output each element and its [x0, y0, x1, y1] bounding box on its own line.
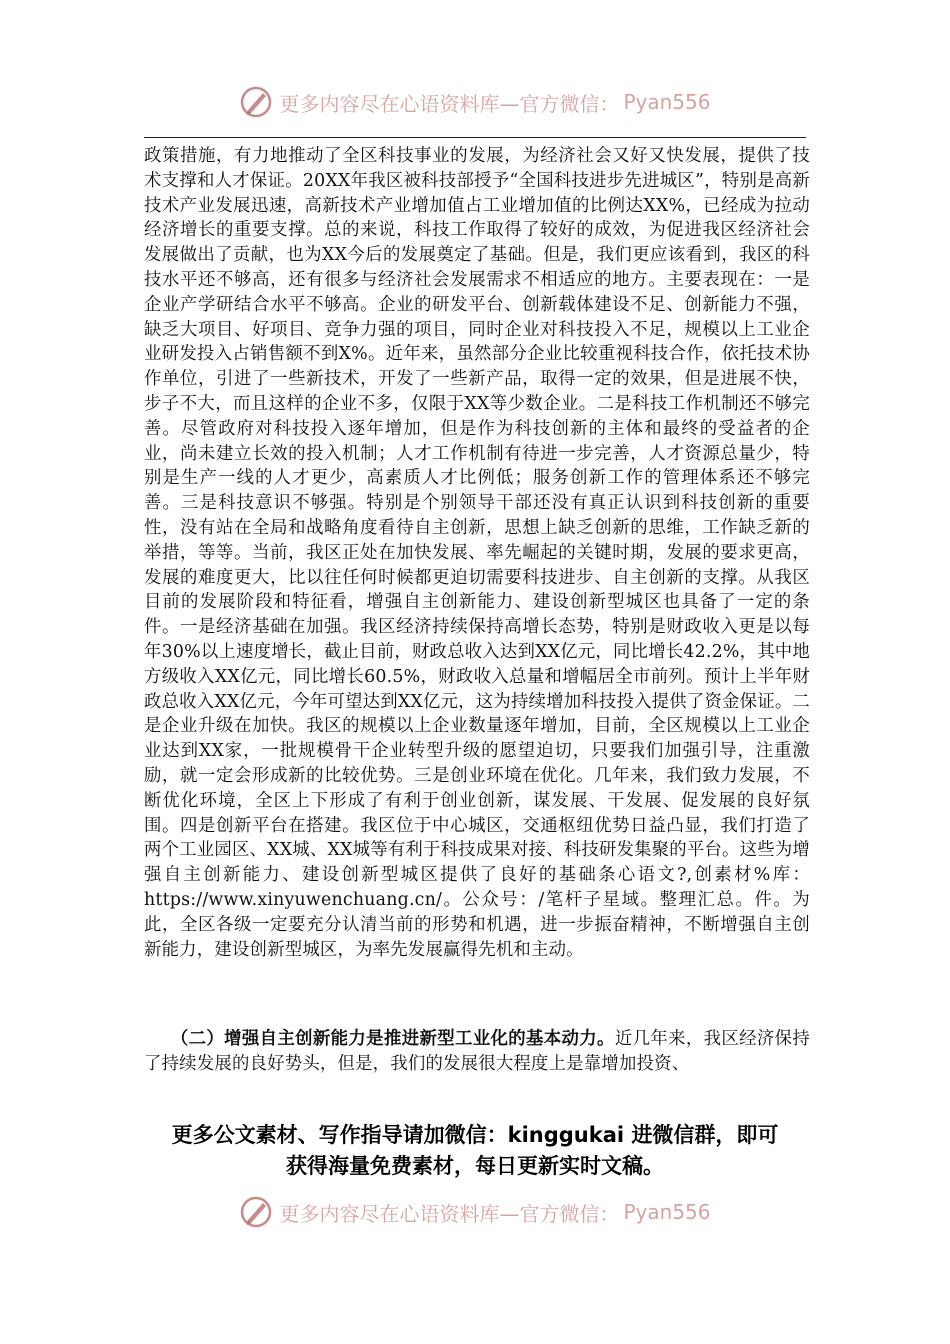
header-wechat-id: Pyan556	[623, 90, 711, 114]
footer-watermark-text: 更多内容尽在心语资料库—官方微信：	[279, 1201, 620, 1226]
header-watermark-text: 更多内容尽在心语资料库—官方微信：	[279, 91, 620, 116]
promo-line-1: 更多公文素材、写作指导请加微信：kinggukai 进微信群，即可	[171, 1123, 779, 1147]
main-paragraph: 政策措施，有力地推动了全区科技事业的发展，为经济社会又好又快发展，提供了技术支撑和人才保证。20XX年我区被科技部授予“全国科技进步先进城区”，特别是高新技术产业发展迅速，高新技术产业增加值占工业增加值的比例达XX%，已经成为拉动经济增长的重要支撑。总的来说，科技工作取得了较好的成效，为促进我区经济社会发展做出了贡献，也为XX今后的发展奠定了基础。但是，我们更应该看到，我区的科技水平还不够高，还有很多与经济社会发展需求不相适应的地方。主要表现在：一是企业产学研结合水平不够高。企业的研发平台、创新载体建设不足、创新能力不强，缺乏大项目、好项目、竞争力强的项目，同时企业对科技投入不足，规模以上工业企业研发投入占销售额不到X%。近年来，虽然部分企业比较重视科技合作，依托技术协作单位，引进了一些新技术，开发了一些新产品，取得一定的效果，但是进展不快，步子不大，而且这样的企业不多，仅限于XX等少数企业。二是科技工作机制还不够完善。尽管政府对科技投入逐年增加，但是作为科技创新的主体和最终的受益者的企业，尚未建立长效的投入机制；人才工作机制有待进一步完善，人才资源总量少，特别是生产一线的人才更少，高素质人才比例低；服务创新工作的管理体系还不够完善。三是科技意识不够强。特别是个别领导干部还没有真正认识到科技创新的重要性，没有站在全局和战略角度看待自主创新，思想上缺乏创新的思维，工作缺乏新的举措，等等。当前，我区正处在加快发展、率先崛起的关键时期，发展的要求更高，发展的难度更大，比以往任何时候都更迫切需要科技进步、自主创新的支撑。从我区目前的发展阶段和特征看，增强自主创新能力、建设创新型城区也具备了一定的条件。一是经济基础在加强。我区经济持续保持高增长态势，特别是财政收入更是以每年30%以上速度增长，截止目前，财政总收入达到XX亿元，同比增长42.2%，其中地方级收入XX亿元，同比增长60.5%，财政收入总量和增幅居全市前列。预计上半年财政总收入XX亿元，今年可望达到XX亿元，这为持续增加科技投入提供了资金保证。二是企业升级在加快。我区的规模以上企业数量逐年增加，目前，全区规模以上工业企业达到XX家，一批规模骨干企业转型升级的愿望迫切，只要我们加强引导，注重激励，就一定会形成新的比较优势。三是创业环境在优化。几年来，我们致力发展，不断优化环境，全区上下形成了有利于创业创新，谋发展、干发展、促发展的良好氛围。四是创新平台在搭建。我区位于中心城区，交通枢纽优势日益凸显，我们打造了两个工业园区、XX城、XX城等有利于科技成果对接、科技研发集聚的平台。这些为增强自主创新能力、建设创新型城区提供了良好的基础条心语文?,创素材%库：https://www.xinyuwenchuang.cn/。公众号：/笔杆子星域。整理汇总。件。为此，全区各级一定要充分认清当前的形势和机遇，进一步振奋精神，不断增强自主创新能力，建设创新型城区，为率先发展赢得先机和主动。	[144, 146, 810, 960]
section-two-heading: （二）增强自主创新能力是推进新型工业化的基本动力。	[179, 1029, 615, 1049]
header-rule	[144, 137, 806, 138]
header-watermark	[0, 82, 950, 122]
footer-watermark	[0, 1192, 950, 1232]
section-two-text: 近几年来，我区经济保持了持续发展的良好势头，但是，我们的发展很大程度上是靠增加投资、	[144, 1029, 810, 1074]
footer-wechat-id: Pyan556	[623, 1200, 711, 1224]
logo-icon	[239, 1195, 273, 1229]
promo-line-2: 获得海量免费素材，每日更新实时文稿。	[286, 1154, 664, 1178]
logo-icon	[239, 85, 273, 119]
promo-banner	[120, 1120, 830, 1182]
section-two-paragraph	[144, 1027, 810, 1099]
